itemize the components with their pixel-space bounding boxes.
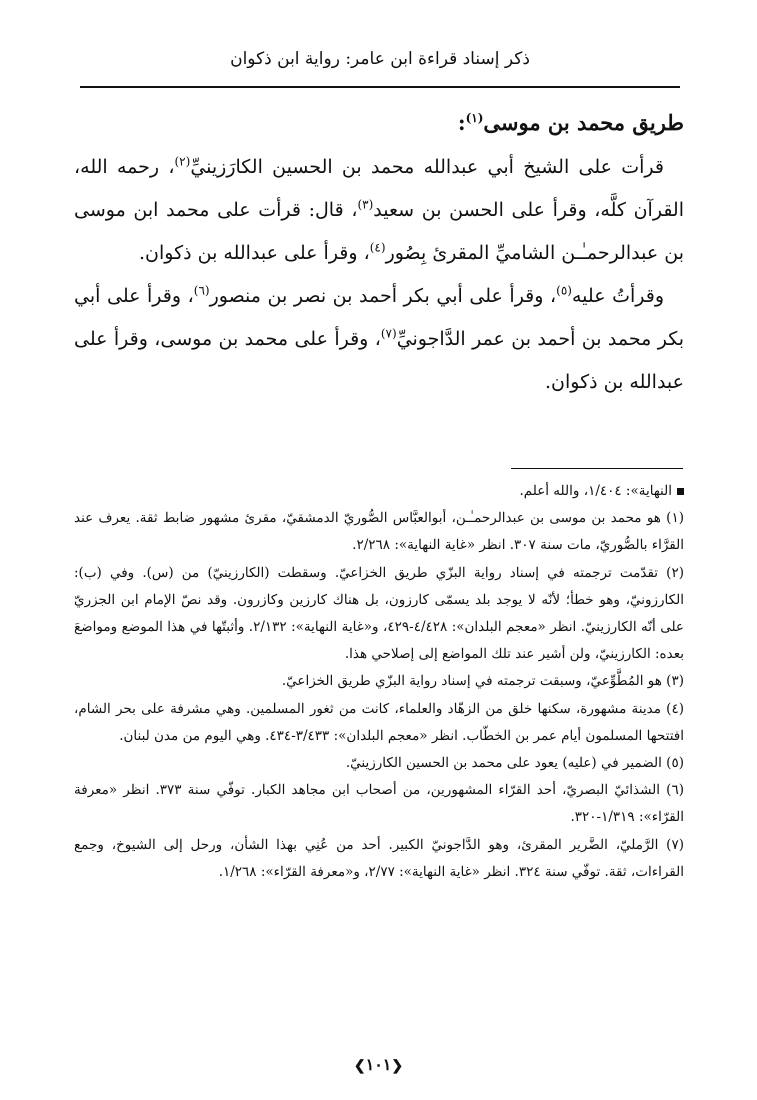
ornament-left-icon: ❮	[391, 1058, 404, 1074]
footnotes	[74, 478, 684, 886]
footnote-ref-5: (٥)	[556, 283, 572, 298]
para2-text-3: ، وقرأ على أبي بكر محمد بن أحمد بن عمر الدَّاجونيِّ	[74, 285, 684, 350]
main-text	[74, 100, 684, 404]
section-heading	[74, 100, 684, 146]
footnote-divider	[511, 468, 683, 469]
header-divider	[80, 86, 680, 88]
para1-text-4: ، وقرأ على عبدالله بن ذكوان.	[138, 242, 370, 264]
page-number	[0, 1055, 757, 1074]
footnote-continuation: النهاية»: ١/٤٠٤، والله أعلم.	[74, 478, 684, 505]
para2-text-1: وقرأتُ عليه	[571, 285, 665, 307]
para2-text-4: ، وقرأ على محمد بن موسى، وقرأ على عبدالله بن ذكوان.	[74, 328, 684, 393]
para1-text-3: ، قال: قرأت على محمد ابن موسى بن عبدالرحمـٰـن الشاميِّ المقرئ بِصُور	[74, 199, 684, 264]
footnote-5: (٥) الضمير في (عليه) يعود على محمد بن الحسين الكارزينيّ.	[345, 755, 684, 772]
para2-text-2: ، وقرأ على أبي بكر أحمد بن نصر بن منصور	[209, 285, 557, 307]
footnote-3: (٣) هو المُطَّوِّعيّ، وسبقت ترجمته في إسناد رواية البزّي طريق الخزاعيّ.	[281, 673, 684, 690]
footnote-ref-2: (٢)	[174, 154, 191, 169]
header-title: ذكر إسناد قراءة ابن عامر: رواية ابن ذكوان	[230, 49, 530, 69]
footnote-ref-3: (٣)	[357, 197, 374, 212]
paragraph-2	[74, 275, 684, 404]
footnote-6: (٦) الشذائيّ البصريّ، أحد القرّاء المشهورين، من أصحاب ابن مجاهد الكبار. توفّي سنة ٣٧٣. انظر «معرفة القرّاء»: ١/٣١٩-٣٢٠.	[74, 782, 684, 826]
section-heading-colon: :	[457, 110, 466, 135]
footnote-ref-4: (٤)	[369, 240, 386, 255]
footnote-ref-6: (٦)	[193, 283, 210, 298]
footnote-1: (١) هو محمد بن موسى بن عبدالرحمـٰـن، أبوالعبَّاس الصُّوريّ الدمشقيّ، مقرئ مشهور ضابط ثقة. يعرف عند القرَّاء بالصُّوريّ، مات سنة ٣٠٧. انظر «غاية النهاية»: ٢/٢٦٨.	[74, 510, 684, 554]
page-number-text: ١٠١	[365, 1055, 392, 1074]
section-heading-text: طريق محمد بن موسى	[483, 110, 684, 135]
footnote-ref-7: (٧)	[380, 326, 397, 341]
footnote-7: (٧) الرَّمليّ، الضَّرير المقرئ، وهو الدَّاجونيّ الكبير. أحد من عُنِي بهذا الشأن، ورحل إلى الشيوخ، وجمع القراءات، ثقة. توفّي سنة ٣٢٤. انظر «غاية النهاية»: ٢/٧٧، و«معرفة القرّاء»: ١/٢٦٨.	[74, 836, 684, 880]
footnote-2: (٢) تقدّمت ترجمته في إسناد رواية البزّي طريق الخزاعيّ. وسقطت (الكارزينيّ) من (س). وفي (ب): الكارزونيّ، وهو خطأ؛ لأنّه لا يوجد بلد يسمّى كارزون، بل هناك كارزين وكازرون. وقد نصّ الإمام ابن الجزريّ على أنّه الكارزينيّ. انظر «معجم البلدان»: ٤/٤٢٨-٤٢٩، و«غاية النهاية»: ٢/١٣٢. وأثبتّها في هذا الموضع ومواضعَ بعده: الكارزينيّ، ولن أشير عند تلك المواضع إلى إصلاحي هذا.	[74, 564, 684, 663]
bullet-icon	[677, 488, 684, 495]
para1-text-2: ، رحمه الله، القرآن كلَّه، وقرأ على الحسن بن سعيد	[74, 156, 684, 221]
ornament-right-icon: ❯	[353, 1058, 366, 1074]
footnote-4: (٤) مدينة مشهورة، سكنها خلق من الزهّاد والعلماء، كانت من ثغور المسلمين. وهي مشرفة على بحر الشام، افتتحها المسلمون أيام عمر بن الخطّاب. انظر «معجم البلدان»: ٣/٤٣٣-٤٣٤. وهي اليوم من مدن لبنان.	[74, 700, 684, 744]
paragraph-1	[74, 146, 684, 275]
footnote-ref-1: (١)	[465, 111, 484, 125]
running-header	[80, 46, 680, 72]
para1-text-1: قرأت على الشيخ أبي عبدالله محمد بن الحسين الكارَزينيِّ	[190, 156, 664, 178]
